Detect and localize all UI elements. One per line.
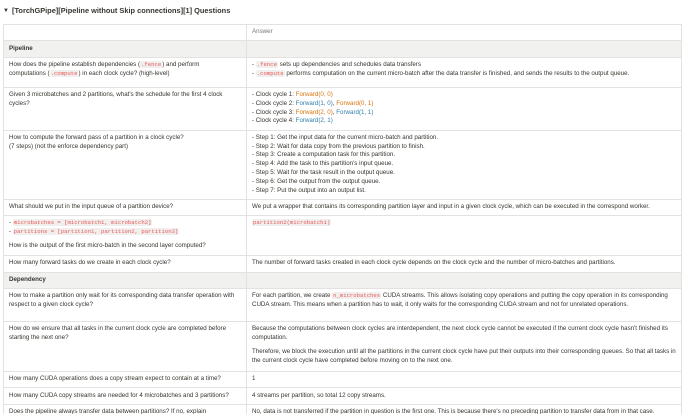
question-text: How to make a partition only wait for its corresponding data transfer operation with respect to a given clock cycle? — [9, 292, 235, 308]
table-row — [4, 87, 682, 130]
question-cell — [4, 130, 247, 199]
answer-text: Therefore, we block the execution until all the partitions in the current clock cycle have put their outputs into their corresponding queues. So that all tasks in the current clock cycle have completed before moving on to the next one. — [252, 347, 676, 364]
answer-text: sets up dependencies and schedules data transfers — [277, 61, 422, 69]
forward-task: Forward(1, 1) — [336, 108, 374, 116]
forward-task: Forward(2, 1) — [295, 117, 333, 125]
inline-code: microbatches = [microbatch1, microbatch2] — [13, 219, 152, 227]
answer-cell — [247, 216, 682, 256]
question-text: How do we ensure that all tasks in the current clock cycle are completed before starting the next one? — [9, 325, 227, 341]
toggle-heading[interactable] — [3, 4, 230, 18]
step-item: - Step 1: Get the input data for the current micro-batch and partition. — [252, 133, 439, 141]
answer-cell — [247, 321, 682, 371]
question-text: How to compute the forward pass of a partition in a clock cycle? — [9, 133, 184, 141]
question-text: How does the pipeline establish dependencies ( — [9, 61, 141, 69]
inline-code: .compute — [50, 69, 78, 77]
inline-code: partitions = [partition1, partition2, partition3] — [13, 228, 179, 236]
question-cell — [4, 87, 247, 130]
answer-cell — [247, 87, 682, 130]
answer-text: CUDA streams. This allows isolating copy operations and putting the copy operation in its corresponding CUDA stream. This means when a partition has to wait, it only waits for the corresponding CUDA stream and not for unrelated operations. — [252, 292, 668, 308]
section-empty-cell — [247, 41, 682, 57]
table-row — [4, 256, 682, 272]
answer-cell — [247, 57, 682, 87]
answer-text: Because the computations between clock cycles are interdependent, the next clock cycle cannot be executed if the current clock cycle hasn't finished its computation. — [252, 325, 668, 341]
step-item: - Step 2: Wait for data copy from the previous partition to finish. — [252, 142, 425, 150]
forward-task: Forward(0, 1) — [336, 99, 374, 107]
table-row — [4, 216, 682, 256]
question-text: What should we put in the input queue of a partition device? — [9, 203, 174, 211]
question-cell — [4, 388, 247, 404]
question-text: ) in each clock cycle? (high-level) — [78, 69, 170, 77]
inline-code: .fence — [256, 61, 277, 69]
questions-table — [3, 24, 682, 414]
bullet: - — [9, 219, 13, 227]
question-cell — [4, 288, 247, 321]
question-text: How many forward tasks do we create in each clock cycle? — [9, 259, 171, 267]
question-text: (7 steps) (not the enforce dependency part) — [9, 142, 129, 150]
answer-text: We put a wrapper that contains its corresponding partition layer and input in a given clock cycle, which can be executed in the correspond worker. — [252, 203, 650, 211]
header-row — [4, 25, 682, 41]
question-cell — [4, 199, 247, 215]
table-row — [4, 57, 682, 87]
section-row-pipeline — [4, 41, 682, 57]
answer-cell — [247, 371, 682, 387]
header-answer: Answer — [247, 25, 682, 41]
question-cell — [4, 57, 247, 87]
answer-text: 4 streams per partition, so total 12 copy streams. — [252, 391, 386, 399]
step-item: - Step 4: Add the task to this partition's input queue. — [252, 160, 394, 168]
answer-text: For each partition, we create — [252, 292, 333, 300]
separator: , — [332, 108, 337, 116]
inline-code: .fence — [141, 61, 162, 69]
inline-code: partition2(microbatch1) — [253, 219, 331, 227]
step-item: - Step 7: Put the output into an output list. — [252, 186, 366, 194]
answer-cell — [247, 199, 682, 215]
table-row — [4, 321, 682, 371]
answer-text: No, data is not transferred if the partition in question is the first one. This is because there's no preceding partition to transfer data from in that case. — [252, 407, 655, 414]
table-row — [4, 288, 682, 321]
section-row-dependency — [4, 272, 682, 288]
forward-task: Forward(0, 0) — [295, 91, 333, 99]
answer-text: The number of forward tasks created in each clock cycle depends on the clock cycle and the number of micro-batches and partitions. — [252, 259, 616, 267]
bullet: - — [252, 69, 256, 77]
table-row — [4, 371, 682, 387]
question-text: How is the output of the first micro-batch in the second layer computed? — [9, 242, 206, 250]
answer-text: 1 — [252, 375, 256, 383]
section-empty-cell — [247, 272, 682, 288]
question-text: Given 3 microbatches and 2 partitions, what's the schedule for the first 4 clock cycles? — [9, 91, 223, 107]
section-label-pipeline: Pipeline — [4, 41, 247, 57]
answer-cell — [247, 256, 682, 272]
answer-cell — [247, 288, 682, 321]
section-label-dependency: Dependency — [4, 272, 247, 288]
answer-text: - Clock cycle 4: — [252, 117, 296, 125]
forward-task: Forward(1, 0) — [295, 99, 333, 107]
forward-task: Forward(2, 0) — [295, 108, 333, 116]
step-item: - Step 3: Create a computation task for this partition. — [252, 151, 396, 159]
question-text: Does the pipeline always transfer data between partitions? If no, explain — [9, 407, 207, 414]
table-row — [4, 388, 682, 404]
answer-text: - Clock cycle 2: — [252, 99, 296, 107]
answer-cell — [247, 130, 682, 199]
header-question — [4, 25, 247, 41]
question-text: ) and perform — [162, 61, 200, 69]
question-text: computations ( — [9, 69, 50, 77]
page-title: [TorchGPipe][Pipeline without Skip connections][1] Questions — [12, 5, 231, 15]
step-item: - Step 6: Get the output from the output queue. — [252, 177, 381, 185]
answer-cell — [247, 388, 682, 404]
question-cell — [4, 404, 247, 414]
bullet: - — [252, 61, 256, 69]
bullet: - — [9, 228, 13, 236]
inline-code: n_microbatches — [333, 292, 381, 300]
step-item: - Step 5: Wait for the task result in the output queue. — [252, 169, 395, 177]
toggle-triangle-icon[interactable]: ▼ — [3, 7, 9, 14]
question-text: How many CUDA operations does a copy stream expect to contain at a time? — [9, 375, 221, 383]
question-cell — [4, 256, 247, 272]
table-row — [4, 130, 682, 199]
table-row — [4, 199, 682, 215]
question-cell — [4, 321, 247, 371]
separator: , — [332, 99, 337, 107]
inline-code: .compute — [256, 69, 284, 77]
question-cell — [4, 371, 247, 387]
question-cell — [4, 216, 247, 256]
answer-text: performs computation on the current micro-batch after the data transfer is finished, and sends the results to the output queue. — [284, 69, 630, 77]
table-row — [4, 404, 682, 414]
answer-text: - Clock cycle 3: — [252, 108, 296, 116]
question-text: How many CUDA copy streams are needed for 4 microbatches and 3 partitions? — [9, 391, 229, 399]
answer-text: - Clock cycle 1: — [252, 91, 296, 99]
answer-cell — [247, 404, 682, 414]
